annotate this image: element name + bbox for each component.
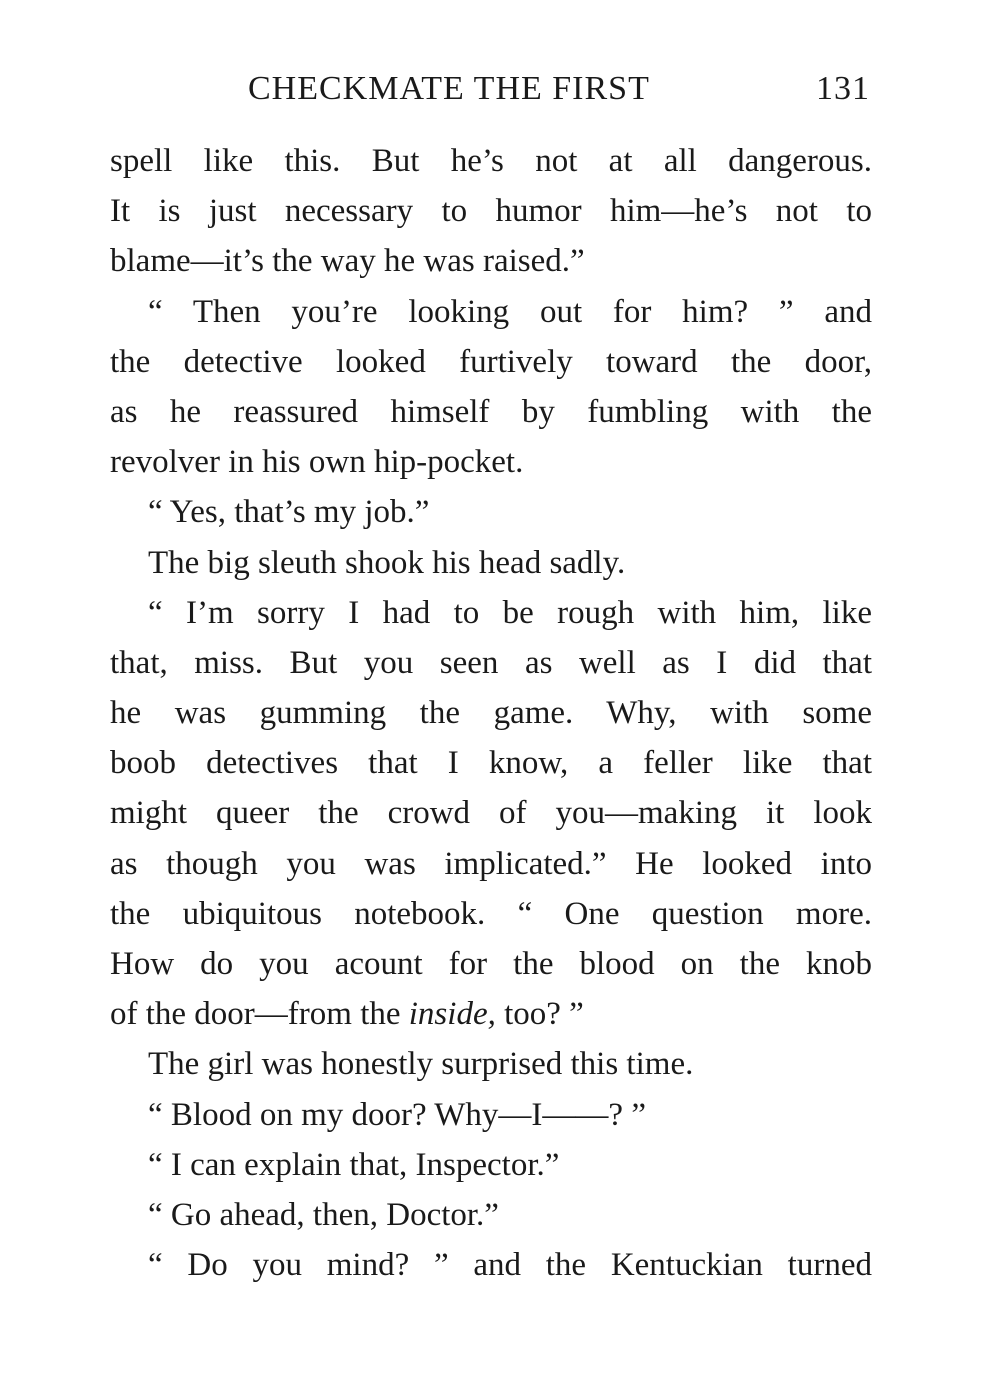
text-line: “ Do you mind? ” and the Kentuckian turned [148,1247,872,1284]
text-line: that, miss. But you seen as well as I did that [110,644,872,681]
text-line: “ I can explain that, Inspector.” [148,1146,560,1183]
text-line: The girl was honestly surprised this time. [148,1046,694,1083]
running-title: CHECKMATE THE FIRST [248,70,650,107]
text-line: “ I’m sorry I had to be rough with him, like [148,594,872,631]
line-text-before-italic: of the door—from the [110,996,409,1033]
running-head [110,64,872,114]
body-text [110,136,872,1290]
text-line: might queer the crowd of you—making it look [110,795,872,832]
text-line: revolver in his own hip-pocket. [110,444,524,481]
text-line: spell like this. But he’s not at all dangerous. [110,143,872,179]
text-line: boob detectives that I know, a feller like that [110,745,872,782]
text-line: “ Yes, that’s my job.” [148,494,430,531]
text-line: It is just necessary to humor him—he’s not to [110,193,872,230]
page-number: 131 [816,70,870,107]
text-line-with-italic [110,989,872,1039]
text-line: How do you acount for the blood on the knob [110,946,872,982]
italic-word: inside, [408,996,496,1033]
text-line: “ Go ahead, then, Doctor.” [148,1196,499,1233]
text-line: he was gumming the game. Why, with some [110,695,872,732]
text-line: the detective looked furtively toward the door, [110,343,872,380]
text-line: as he reassured himself by fumbling with the [110,393,872,430]
text-line: the ubiquitous notebook. “ One question more. [110,895,872,932]
line-text-after-italic: too? ” [495,996,584,1033]
text-line: blame—it’s the way he was raised.” [110,243,585,280]
text-line: as though you was implicated.” He looked into [110,845,872,882]
text-line: “ Blood on my door? Why—I——? ” [148,1096,646,1133]
text-line: The big sleuth shook his head sadly. [148,544,626,581]
text-line: “ Then you’re looking out for him? ” and [148,293,872,330]
